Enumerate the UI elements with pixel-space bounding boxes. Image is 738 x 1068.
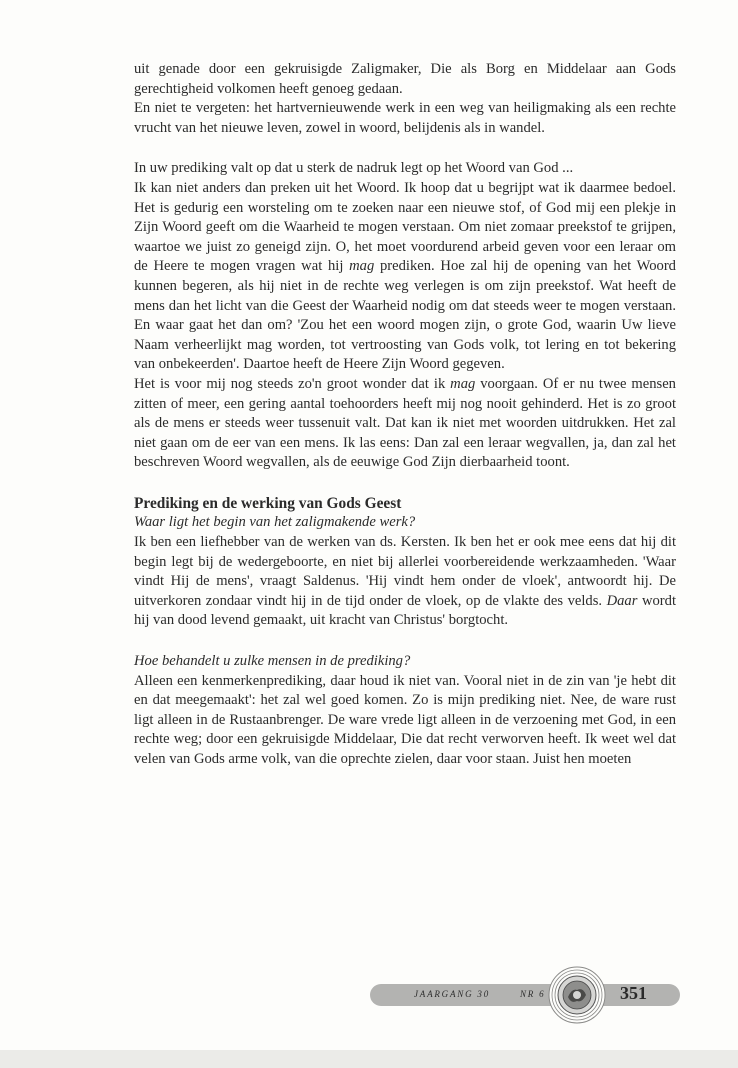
- emphasis: mag: [349, 258, 375, 275]
- article-body: [134, 60, 676, 770]
- interview-question: Waar ligt het begin van het zaligmakende werk?: [134, 514, 416, 531]
- page-edge: [0, 1050, 738, 1068]
- volume-label: JAARGANG 30: [414, 989, 491, 999]
- page-footer: [370, 970, 680, 1022]
- paragraph: uit genade door een gekruisigde Zaligmaker, Die als Borg en Middelaar aan Gods gerechtigheid volkomen heeft genoeg gedaan.: [134, 61, 676, 97]
- interview-question: Hoe behandelt u zulke mensen in de prediking?: [134, 653, 411, 670]
- page-number: 351: [620, 983, 647, 1003]
- section-heading: Prediking en de werking van Gods Geest: [134, 494, 402, 512]
- interview-question-inline: In uw prediking valt op dat u sterk de nadruk legt op het Woord van God ...: [134, 160, 574, 177]
- paragraph: Ik kan niet anders dan preken uit het Woord. Ik hoop dat u begrijpt wat ik daarmee bedoel. Het is gedurig een worsteling om te zoeken naar een nieuwe stof, of God mij een plekje in Zijn Woord geeft om die Waarheid te mogen verstaan. Om niet zomaar preekstof te grijpen, waartoe we juist zo geneigd zijn. O, het moet voordurend arbeid geven voor een leraar om de Heere te mogen vragen wat hij mag prediken. Hoe zal hij de opening van het Woord kunnen begeren, als hij niet in de rechte weg verlegen is om zijn preekstof. Wat heeft de mens dan het licht van die Geest der Waarheid nodig om dat steeds weer te mogen verstaan. En waar gaat het dan om? 'Zou het een woord mogen zijn, o grote God, waarin Uw lieve Naam verheerlijkt mag worden, tot vertroosting van Gods volk, tot lering en tot bekering van onbekeerden'. Daartoe heeft de Heere Zijn Woord gegeven.: [134, 179, 676, 373]
- emphasis: mag: [450, 375, 476, 392]
- emphasis: Daar: [606, 592, 638, 609]
- paragraph: Alleen een kenmerkenprediking, daar houd ik niet van. Vooral niet in de zin van 'je hebt dit en dat meegemaakt': het zal wel goed komen. Zo is mijn prediking niet. Nee, de ware rust ligt alleen in de Rustaanbrenger. De ware vrede ligt alleen in de verzoening met God, in een rechte weg; door een gekruisigde Middelaar, Die dat recht verworven heeft. Ik weet wel dat velen van Gods arme volk, van die oprechte zielen, daar voor staan. Juist hen moeten: [134, 672, 676, 767]
- paragraph: Het is voor mij nog steeds zo'n groot wonder dat ik mag voorgaan. Of er nu twee mensen zitten of meer, een gering aantal toehoorders heeft mij nog nooit gehinderd. Het is zo groot als de mens er steeds weer tussenuit valt. Dat kan ik niet met woorden uitdrukken. Het zal niet gaan om de eer van een mens. Ik las eens: Dan zal een leraar wegvallen, ja, dan zal het beschreven Woord wegvallen, als de eeuwige God Zijn dierbaarheid toont.: [134, 375, 676, 471]
- issue-label: NR 6: [520, 989, 546, 999]
- paragraph: En niet te vergeten: het hartvernieuwende werk in een weg van heiligmaking als een rechte vrucht van het nieuwe leven, zowel in woord, belijdenis als in wandel.: [134, 100, 676, 136]
- paragraph: Ik ben een liefhebber van de werken van ds. Kersten. Ik ben het er ook mee eens dat hij dit begin legt bij de wedergeboorte, en niet bij allerlei voorbereidende werkzaamheden. 'Waar vindt Hij de mens', vraagt Saldenus. 'Hij vindt hem onder de vloek', antwoordt hij. De uitverkoren zondaar vindt hij in de tijd onder de vloek, op de vlakte des velds. Daar wordt hij van dood levend gemaakt, uit kracht van Christus' borgtocht.: [134, 534, 676, 629]
- seal-emblem-icon: [548, 966, 606, 1024]
